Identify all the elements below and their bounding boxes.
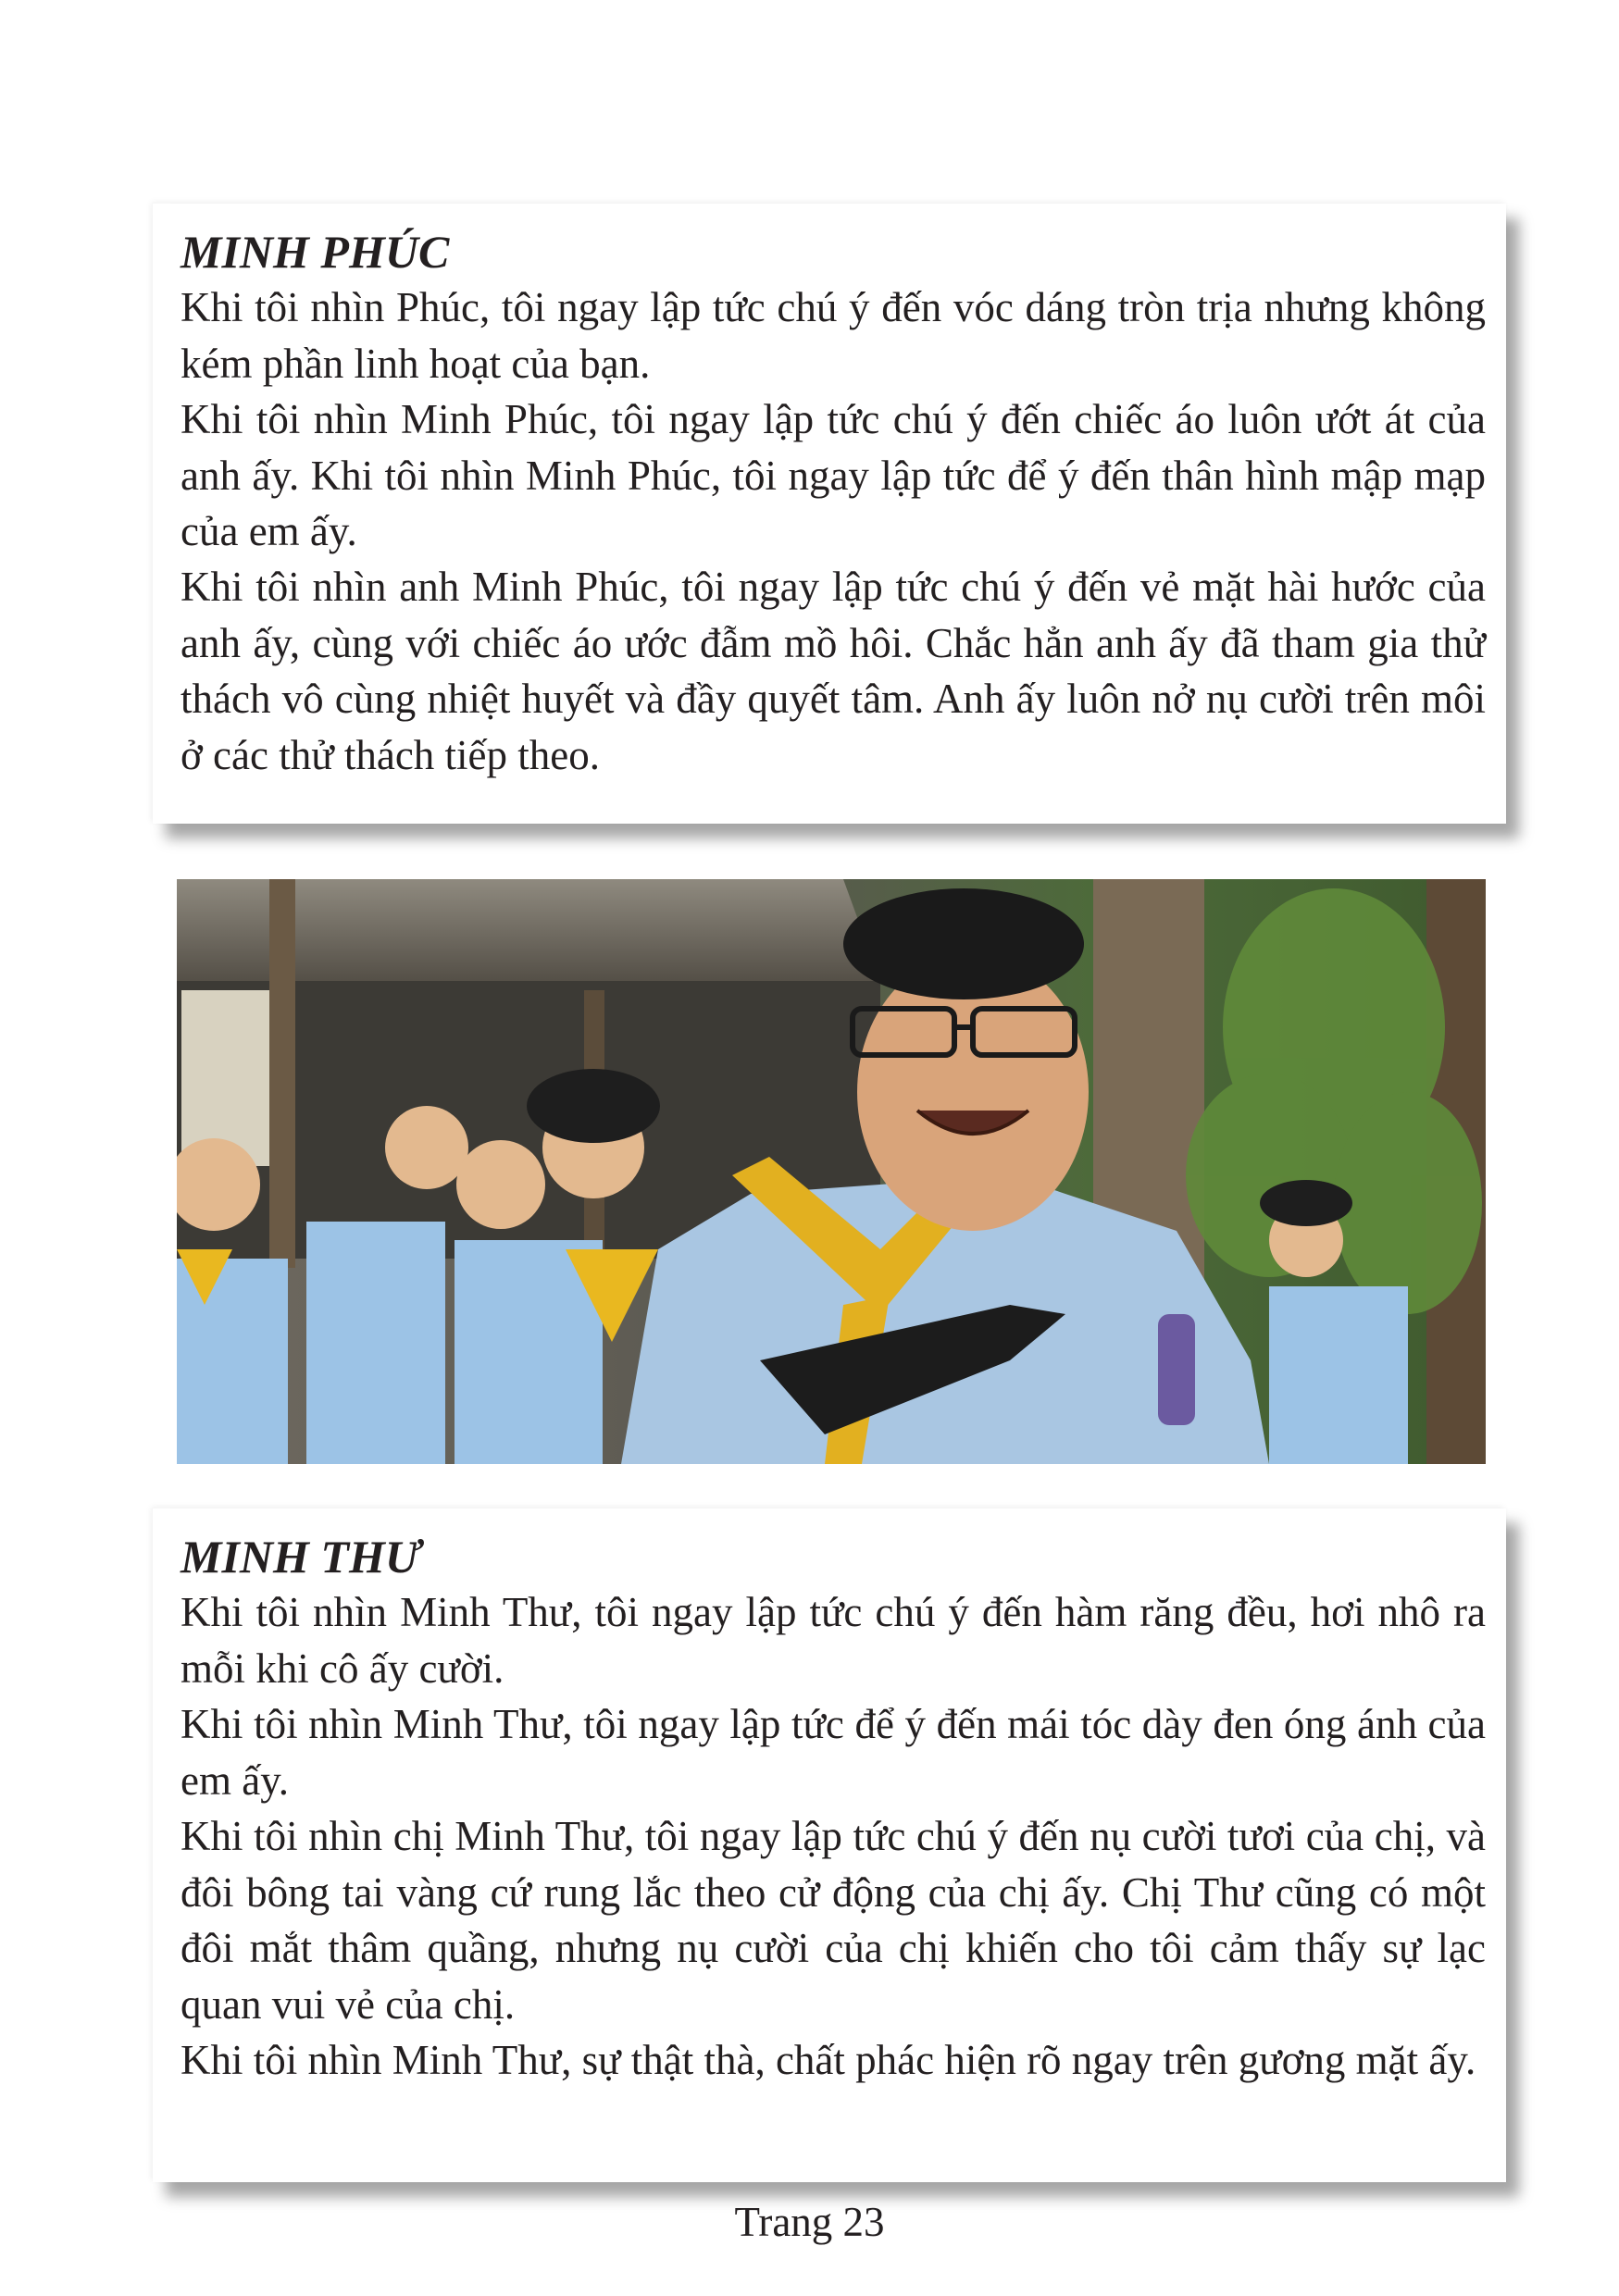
section-title: MINH THƯ	[181, 1531, 421, 1582]
text-card-minh-phuc	[153, 204, 1506, 824]
scout-group-photo	[177, 879, 1486, 1464]
paragraph: Khi tôi nhìn Minh Thư, tôi ngay lập tức chú ý đến hàm răng đều, hơi nhô ra mỗi khi cô ấy cười.	[181, 1589, 1486, 1692]
paragraph: Khi tôi nhìn chị Minh Thư, tôi ngay lập tức chú ý đến nụ cười tươi của chị, và đôi bông tai vàng cứ rung lắc theo cử động của chị ấy. Chị Thư cũng có một đôi mắt thâm quầng, nhưng nụ cười của chị khiến cho tôi cảm thấy sự lạc quan vui vẻ của chị.	[181, 1813, 1486, 2028]
paragraph: Khi tôi nhìn Phúc, tôi ngay lập tức chú ý đến vóc dáng tròn trịa nhưng không kém phần linh hoạt của bạn.	[181, 284, 1486, 387]
paragraph: Khi tôi nhìn Minh Thư, sự thật thà, chất phác hiện rõ ngay trên gương mặt ấy.	[181, 2037, 1476, 2083]
text-card-minh-thu	[153, 1508, 1506, 2182]
page-number: Trang 23	[734, 2199, 885, 2245]
paragraph: Khi tôi nhìn anh Minh Phúc, tôi ngay lập tức chú ý đến vẻ mặt hài hước của anh ấy, cùng với chiếc áo ước đẫm mồ hôi. Chắc hẳn anh ấy đã tham gia thử thách vô cùng nhiệt huyết và đầy quyết tâm. Anh ấy luôn nở nụ cười trên môi ở các thử thách tiếp theo.	[181, 564, 1486, 778]
section-title: MINH PHÚC	[181, 226, 450, 278]
paragraph: Khi tôi nhìn Minh Phúc, tôi ngay lập tức chú ý đến chiếc áo luôn ướt át của anh ấy. Khi tôi nhìn Minh Phúc, tôi ngay lập tức để ý đến thân hình mập mạp của em ấy.	[181, 396, 1486, 554]
paragraph: Khi tôi nhìn Minh Thư, tôi ngay lập tức để ý đến mái tóc dày đen óng ánh của em ấy.	[181, 1701, 1486, 1804]
